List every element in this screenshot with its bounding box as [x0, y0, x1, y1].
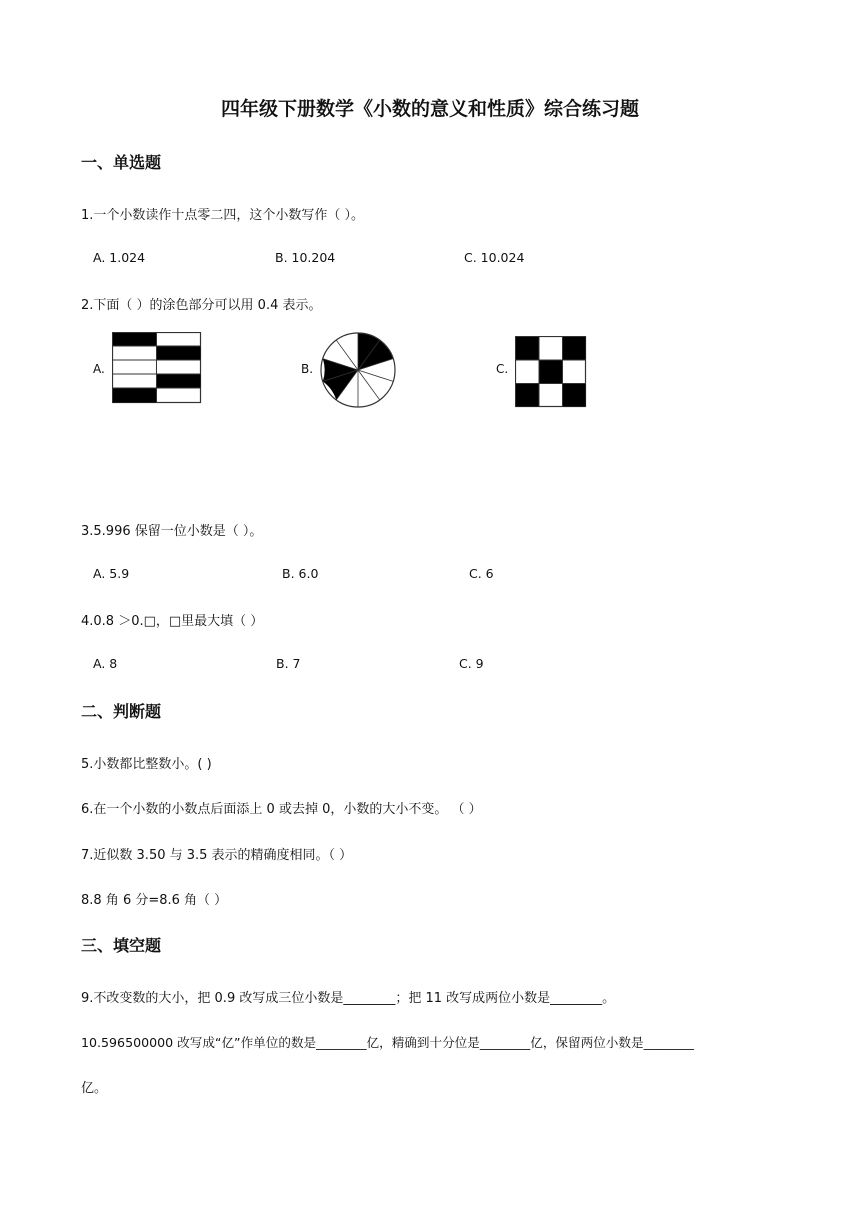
q3-option-b: B. 6.0 [282, 566, 319, 581]
q1-option-a: A. 1.024 [93, 250, 146, 265]
section-heading-fill-blank: 三、填空题 [81, 936, 162, 955]
question-6: 6.在一个小数的小数点后面添上 0 或去掉 0，小数的大小不变。 （ ） [81, 802, 482, 817]
q2-figure-c-grid-square [515, 336, 587, 408]
question-10-line-1: 10.596500000 改写成“亿”作单位的数是________亿，精确到十分位是________亿，保留两位小数是________ [81, 1035, 694, 1050]
q1-option-b: B. 10.204 [275, 250, 336, 265]
q4-option-c: C. 9 [459, 656, 484, 671]
q2-figure-b-pie-circle [319, 331, 397, 409]
q4-option-a: A. 8 [93, 656, 118, 671]
question-9: 9.不改变数的大小，把 0.9 改写成三位小数是________；把 11 改写成两位小数是________。 [81, 991, 616, 1006]
section-heading-true-false: 二、判断题 [81, 702, 162, 721]
q3-option-c: C. 6 [469, 566, 494, 581]
section-heading-single-choice: 一、单选题 [81, 153, 162, 172]
q2-label-b: B. [301, 362, 314, 376]
question-4: 4.0.8 ＞0.□，□里最大填（ ） [81, 614, 264, 629]
question-3: 3.5.996 保留一位小数是（ ）。 [81, 524, 263, 539]
question-10-line-2: 亿。 [81, 1081, 108, 1096]
question-8: 8.8 角 6 分=8.6 角（ ） [81, 893, 228, 908]
question-7: 7.近似数 3.50 与 3.5 表示的精确度相同。（ ） [81, 848, 353, 863]
question-5: 5.小数都比整数小。( ) [81, 757, 212, 772]
question-2: 2.下面（ ）的涂色部分可以用 0.4 表示。 [81, 298, 322, 313]
question-1: 1.一个小数读作十点零二四，这个小数写作（ ）。 [81, 208, 365, 223]
q2-label-c: C. [496, 362, 509, 376]
q4-option-b: B. 7 [276, 656, 301, 671]
q2-figure-a-striped-rectangle [112, 332, 202, 404]
q3-option-a: A. 5.9 [93, 566, 130, 581]
q2-label-a: A. [93, 362, 105, 376]
q1-option-c: C. 10.024 [464, 250, 525, 265]
page-title: 四年级下册数学《小数的意义和性质》综合练习题 [220, 98, 639, 120]
